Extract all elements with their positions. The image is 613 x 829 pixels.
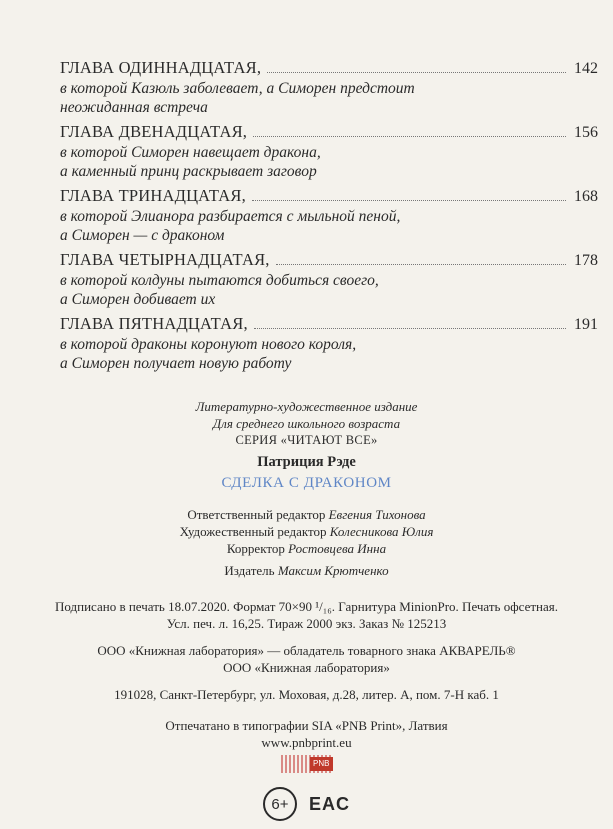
dot-leader	[254, 328, 566, 329]
certification-marks	[0, 787, 613, 821]
toc-entry	[60, 122, 598, 186]
colophon	[0, 398, 613, 821]
page-number: 168	[574, 188, 598, 205]
dot-leader	[276, 264, 566, 265]
toc-entry	[60, 58, 598, 122]
credit-role: Издатель	[224, 563, 275, 578]
credit-person: Ростовцева Инна	[288, 541, 387, 556]
credit-person: Евгения Тихонова	[328, 507, 426, 522]
credit-role: Художественный редактор	[179, 524, 327, 539]
author-name: Патриция Рэде	[257, 454, 356, 470]
credit-line	[0, 523, 613, 540]
chapter-description-line: а каменный принц раскрывает заговор	[60, 163, 317, 180]
series-name: СЕРИЯ «ЧИТАЮТ ВСЕ»	[235, 433, 378, 447]
chapter-description-line: неожиданная встреча	[60, 99, 208, 116]
chapter-description-line: в которой Казюль заболевает, а Симорен предстоит	[60, 80, 415, 97]
credit-line	[0, 506, 613, 523]
dot-leader	[252, 200, 566, 201]
credit-person: Максим Крютченко	[277, 563, 389, 578]
chapter-description-line: в которой Симорен навещает дракона,	[60, 144, 321, 161]
print-info	[0, 598, 613, 777]
chapter-title: ГЛАВА ДВЕНАДЦАТАЯ,	[60, 122, 248, 141]
edition-type: Литературно-художественное издание	[195, 399, 418, 414]
trademark-owner: ООО «Книжная лаборатория» — обладатель товарного знака АКВАРЕЛЬ®	[97, 643, 516, 658]
company-address: 191028, Санкт-Петербург, ул. Моховая, д.28, литер. А, пом. 7-Н каб. 1	[114, 687, 499, 702]
page-number: 178	[574, 252, 598, 269]
credit-line	[0, 540, 613, 557]
credit-line	[0, 562, 613, 579]
chapter-description-line: в которой Элианора разбирается с мыльной пеной,	[60, 208, 401, 225]
chapter-title: ГЛАВА ЧЕТЫРНАДЦАТАЯ,	[60, 250, 270, 269]
page-number: 191	[574, 316, 598, 333]
book-title: СДЕЛКА С ДРАКОНОМ	[221, 475, 392, 491]
credit-role: Ответственный редактор	[187, 507, 326, 522]
pnb-logo-icon: PNB	[281, 755, 333, 773]
age-group: Для среднего школьного возраста	[212, 416, 401, 431]
credits	[0, 506, 613, 579]
chapter-description-line: а Симорен получает новую работу	[60, 355, 292, 372]
print-details: Усл. печ. л. 16,25. Тираж 2000 экз. Заказ № 125213	[166, 616, 447, 631]
chapter-description-line: в которой драконы коронуют нового короля,	[60, 336, 357, 353]
page-number: 142	[574, 60, 598, 77]
toc-entry	[60, 250, 598, 314]
chapter-title: ГЛАВА ТРИНАДЦАТАЯ,	[60, 186, 246, 205]
eac-mark-icon: EAC	[308, 793, 350, 814]
credit-role: Корректор	[226, 541, 285, 556]
toc-entry	[60, 314, 598, 378]
toc-entry	[60, 186, 598, 250]
credit-person: Колесникова Юлия	[329, 524, 434, 539]
company-name: ООО «Книжная лаборатория»	[223, 660, 390, 675]
page-number: 156	[574, 124, 598, 141]
printing-house: Отпечатано в типографии SIA «PNB Print», Латвия	[165, 718, 448, 733]
chapter-title: ГЛАВА ОДИННАДЦАТАЯ,	[60, 58, 262, 77]
table-of-contents	[60, 58, 598, 378]
chapter-description-line: а Симорен — с драконом	[60, 227, 225, 244]
printer-website: www.pnbprint.eu	[261, 735, 352, 750]
print-details: Подписано в печать 18.07.2020. Формат 70×90 ¹/₁₆. Гарнитура MinionPro. Печать офсетная.	[55, 599, 558, 614]
chapter-description-line: а Симорен добивает их	[60, 291, 216, 308]
chapter-title: ГЛАВА ПЯТНАДЦАТАЯ,	[60, 314, 248, 333]
dot-leader	[267, 72, 566, 73]
chapter-description-line: в которой колдуны пытаются добиться своего,	[60, 272, 379, 289]
age-rating-icon: 6+	[263, 787, 297, 821]
dot-leader	[253, 136, 566, 137]
